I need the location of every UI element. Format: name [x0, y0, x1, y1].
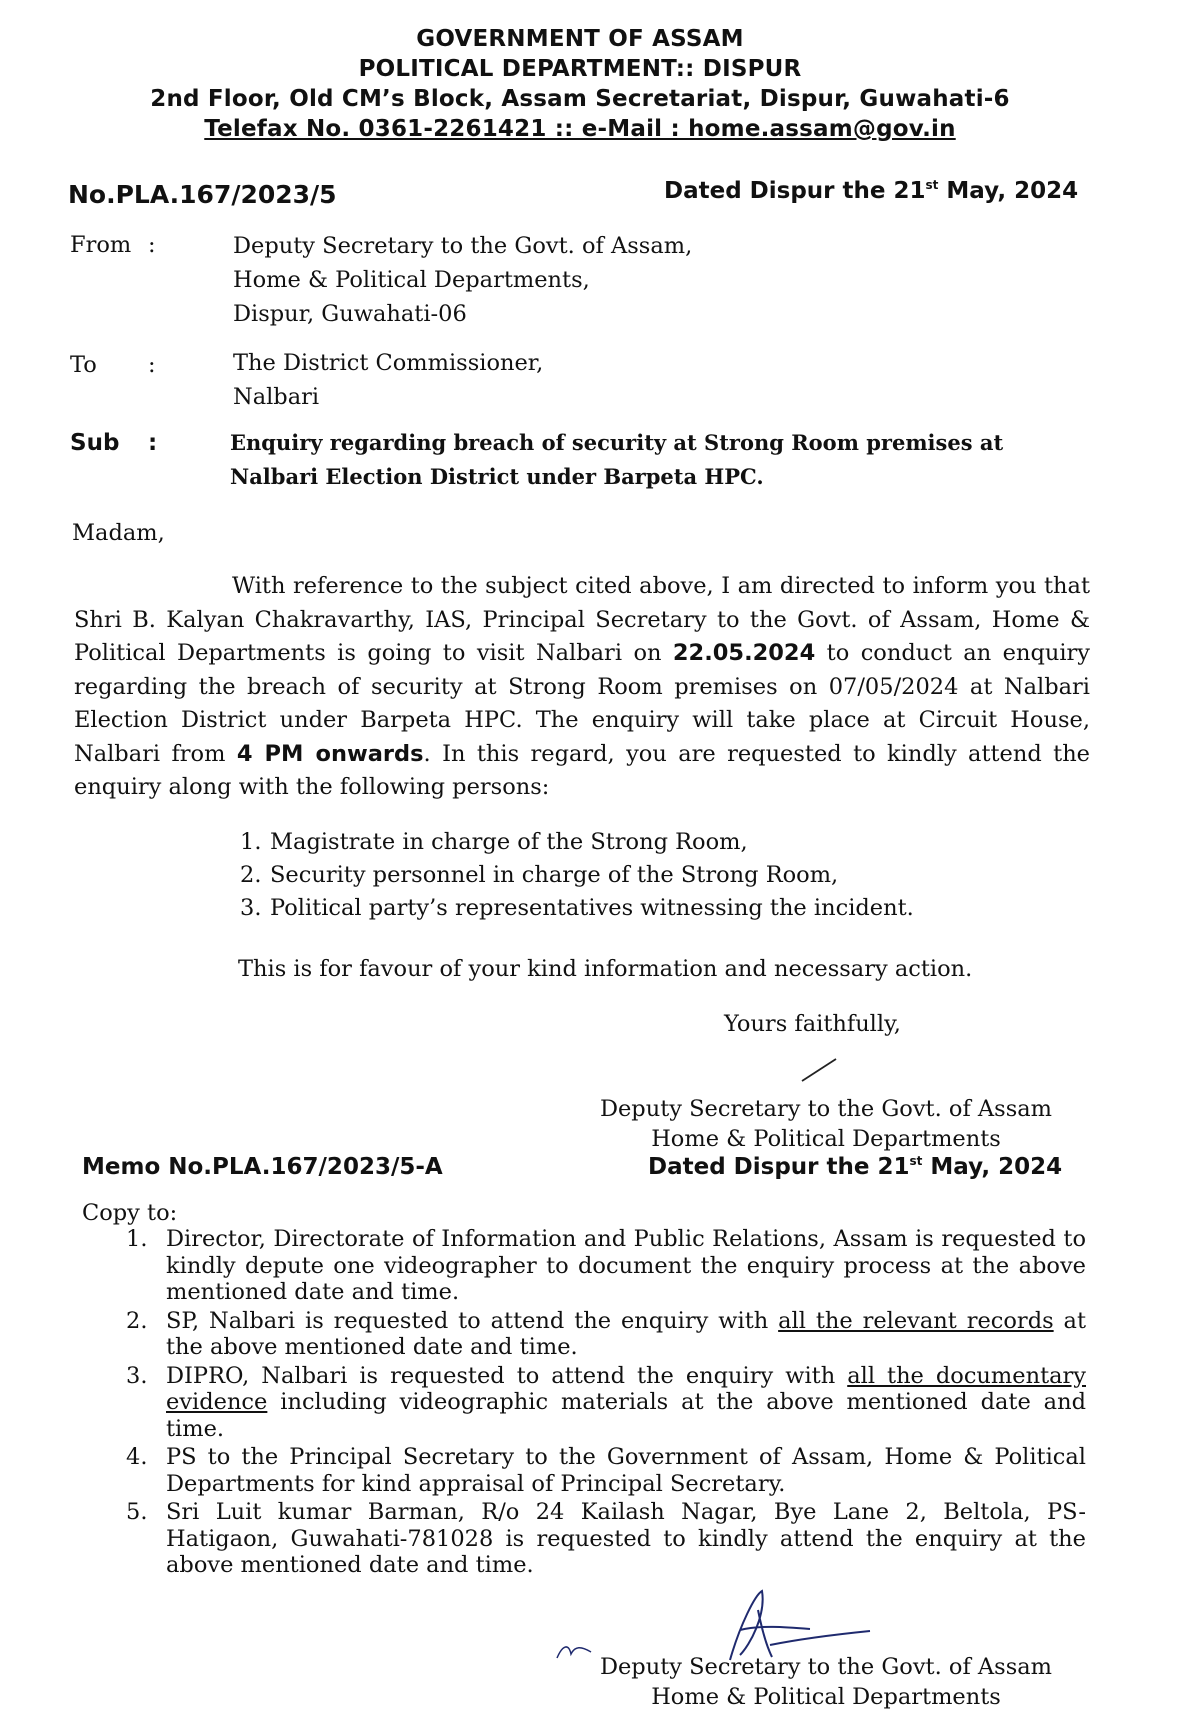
closing-info: This is for favour of your kind information and necessary action. — [238, 956, 973, 982]
list-item: 3. Political party’s representatives witnessing the incident. — [240, 895, 914, 921]
signatory-block — [586, 1094, 1066, 1154]
from-colon: : — [148, 232, 156, 258]
copy-list — [126, 1226, 1086, 1579]
copy-item: 5. Sri Luit kumar Barman, R/o 24 Kailash Nagar, Bye Lane 2, Beltola, PS-Hatigaon, Guwahati-781028 is requested to kindly attend the enquiry at the above mentioned date and time. — [126, 1499, 1086, 1578]
list-item: 2. Security personnel in charge of the Strong Room, — [240, 862, 839, 888]
to-address — [233, 346, 543, 414]
to-line: The District Commissioner, — [233, 350, 544, 376]
letterhead-contact: Telefax No. 0361-2261421 :: e-Mail : home.assam@gov.in — [204, 116, 956, 142]
memo-signatory-title: Deputy Secretary to the Govt. of Assam — [599, 1654, 1053, 1680]
memo-number: Memo No.PLA.167/2023/5-A — [82, 1154, 443, 1180]
from-line: Home & Political Departments, — [233, 267, 590, 293]
body-paragraph: With reference to the subject cited above, I am directed to inform you that Shri B. Kalyan Chakravarthy, IAS, Principal Secretary to the Govt. of Assam, Home & Political Departments is going to visit Nalbari on 22.05.2024 to conduct an enquiry regarding the breach of security at Strong Room premises on 07/05/2024 at Nalbari Election District under Barpeta HPC. The enquiry will take place at Circuit House, Nalbari from 4 PM onwards. In this regard, you are requested to kindly attend the enquiry along with the following persons: — [74, 573, 1090, 800]
to-line: Nalbari — [233, 384, 320, 410]
subject-colon: : — [148, 430, 158, 456]
letter-date: Dated Dispur the 21st May, 2024 — [664, 178, 1079, 204]
signatory-title: Deputy Secretary to the Govt. of Assam — [599, 1096, 1053, 1122]
signatory-department: Home & Political Departments — [651, 1126, 1001, 1152]
memo-date: Dated Dispur the 21st May, 2024 — [648, 1154, 1063, 1180]
copy-to-label: Copy to: — [82, 1200, 178, 1226]
yours-faithfully: Yours faithfully, — [724, 1011, 901, 1037]
to-label: To — [70, 352, 97, 378]
persons-list — [240, 826, 914, 925]
copy-item: 1. Director, Directorate of Information and Public Relations, Assam is requested to kindly depute one videographer to document the enquiry process at the above mentioned date and time. — [126, 1226, 1086, 1305]
subject-line: Nalbari Election District under Barpeta HPC. — [230, 464, 764, 489]
from-line: Deputy Secretary to the Govt. of Assam, — [233, 233, 693, 259]
memo-signatory-block — [586, 1652, 1066, 1712]
from-line: Dispur, Guwahati-06 — [233, 301, 467, 327]
visit-date: 22.05.2024 — [672, 640, 816, 666]
letterhead-government: GOVERNMENT OF ASSAM — [416, 26, 744, 52]
letterhead-department: POLITICAL DEPARTMENT:: DISPUR — [358, 56, 802, 82]
from-address — [233, 229, 692, 331]
letter-number: No.PLA.167/2023/5 — [68, 180, 337, 209]
to-colon: : — [148, 352, 156, 378]
copy-item: 4. PS to the Principal Secretary to the Government of Assam, Home & Political Departments for kind appraisal of Principal Secretary. — [126, 1444, 1086, 1497]
letterhead-address: 2nd Floor, Old CM’s Block, Assam Secretariat, Dispur, Guwahati-6 — [150, 86, 1010, 112]
subject-line: Enquiry regarding breach of security at Strong Room premises at — [230, 430, 1004, 455]
salutation: Madam, — [72, 520, 165, 546]
subject-text — [230, 426, 1090, 494]
enquiry-time: 4 PM onwards — [236, 740, 424, 767]
subject-label: Sub — [70, 430, 120, 456]
memo-signatory-department: Home & Political Departments — [651, 1684, 1001, 1710]
from-label: From — [70, 232, 132, 258]
list-item: 1. Magistrate in charge of the Strong Room, — [240, 829, 748, 855]
copy-item: 2. SP, Nalbari is requested to attend the enquiry with all the relevant records at the above mentioned date and time. — [126, 1307, 1086, 1360]
signature-mark — [800, 1055, 840, 1085]
copy-item: 3. DIPRO, Nalbari is requested to attend the enquiry with all the documentary evidence including videographic materials at the above mentioned date and time. — [126, 1362, 1086, 1442]
